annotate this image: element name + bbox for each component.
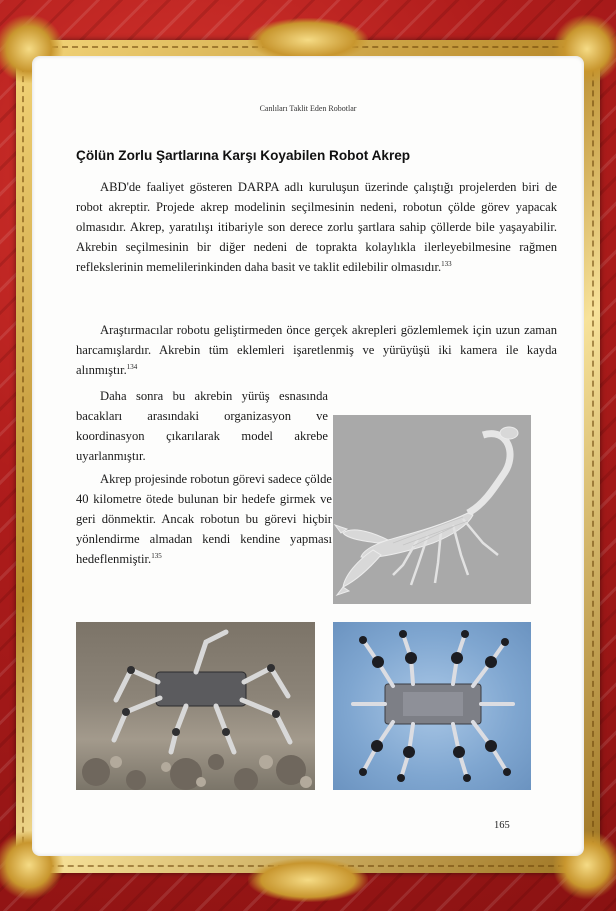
paragraph-3-text: Daha sonra bu akrebin yürüş esnasında bacakları arasındaki organizasyon ve koordinasyon çıkarılarak model akrebe uyarlanmıştır. <box>76 389 328 463</box>
running-head: Canlıları Taklit Eden Robotlar <box>259 104 357 113</box>
scorpion-illustration <box>333 415 531 604</box>
bottom-ornament <box>248 858 368 902</box>
paragraph-4 <box>76 469 332 569</box>
paragraph-1 <box>76 177 557 277</box>
footnote-ref-135: 135 <box>151 551 162 560</box>
robot-desert-scene <box>76 622 315 790</box>
robot-desert-photo <box>76 622 315 790</box>
paragraph-2 <box>76 320 557 380</box>
scorpion-wireframe-image <box>333 415 531 604</box>
paragraph-3 <box>76 386 328 466</box>
footnote-ref-133: 133 <box>441 259 452 268</box>
robot-blue-scene <box>333 622 531 790</box>
section-title: Çölün Zorlu Şartlarına Karşı Koyabilen Robot Akrep <box>76 148 411 163</box>
paragraph-2-text: Araştırmacılar robotu geliştirmeden önce gerçek akrepleri gözlemlemek için uzun zaman harcamışlardır. Akrebin tüm eklemleri işaretlenmiş ve yürüyüşü iki kamera ile kayda alınmıştır. <box>76 323 557 377</box>
book-page <box>32 56 584 856</box>
paragraph-4-text: Akrep projesinde robotun görevi sadece çölde 40 kilometre ötede bulunan bir hedefe girmek ve geri dönmektir. Ancak robotun bu görevi hiçbir yönlendirme almadan kendi kendine yapması hedeflenmiştir. <box>76 472 332 566</box>
paragraph-1-text: ABD'de faaliyet gösteren DARPA adlı kuruluşun üzerinde çalıştığı projelerden biri de robot akreptir. Projede akrep modelinin seçilmesinin nedeni, robotun çölde görev yapacak olmasıdır. Akrep, yaratılışı itibariyle son derece zorlu şartlara sahip çöllerde bile yaşayabilir. Akrebin seçilmesinin bir diğer nedeni de toprakta kolaylıkla ilerleyebilmesine rağmen reflekslerinin memelilerinkinden daha basit ve taklit edilebilir olmasıdır. <box>76 180 557 274</box>
page-number: 165 <box>494 820 510 831</box>
footnote-ref-134: 134 <box>126 362 138 371</box>
robot-blue-photo <box>333 622 531 790</box>
